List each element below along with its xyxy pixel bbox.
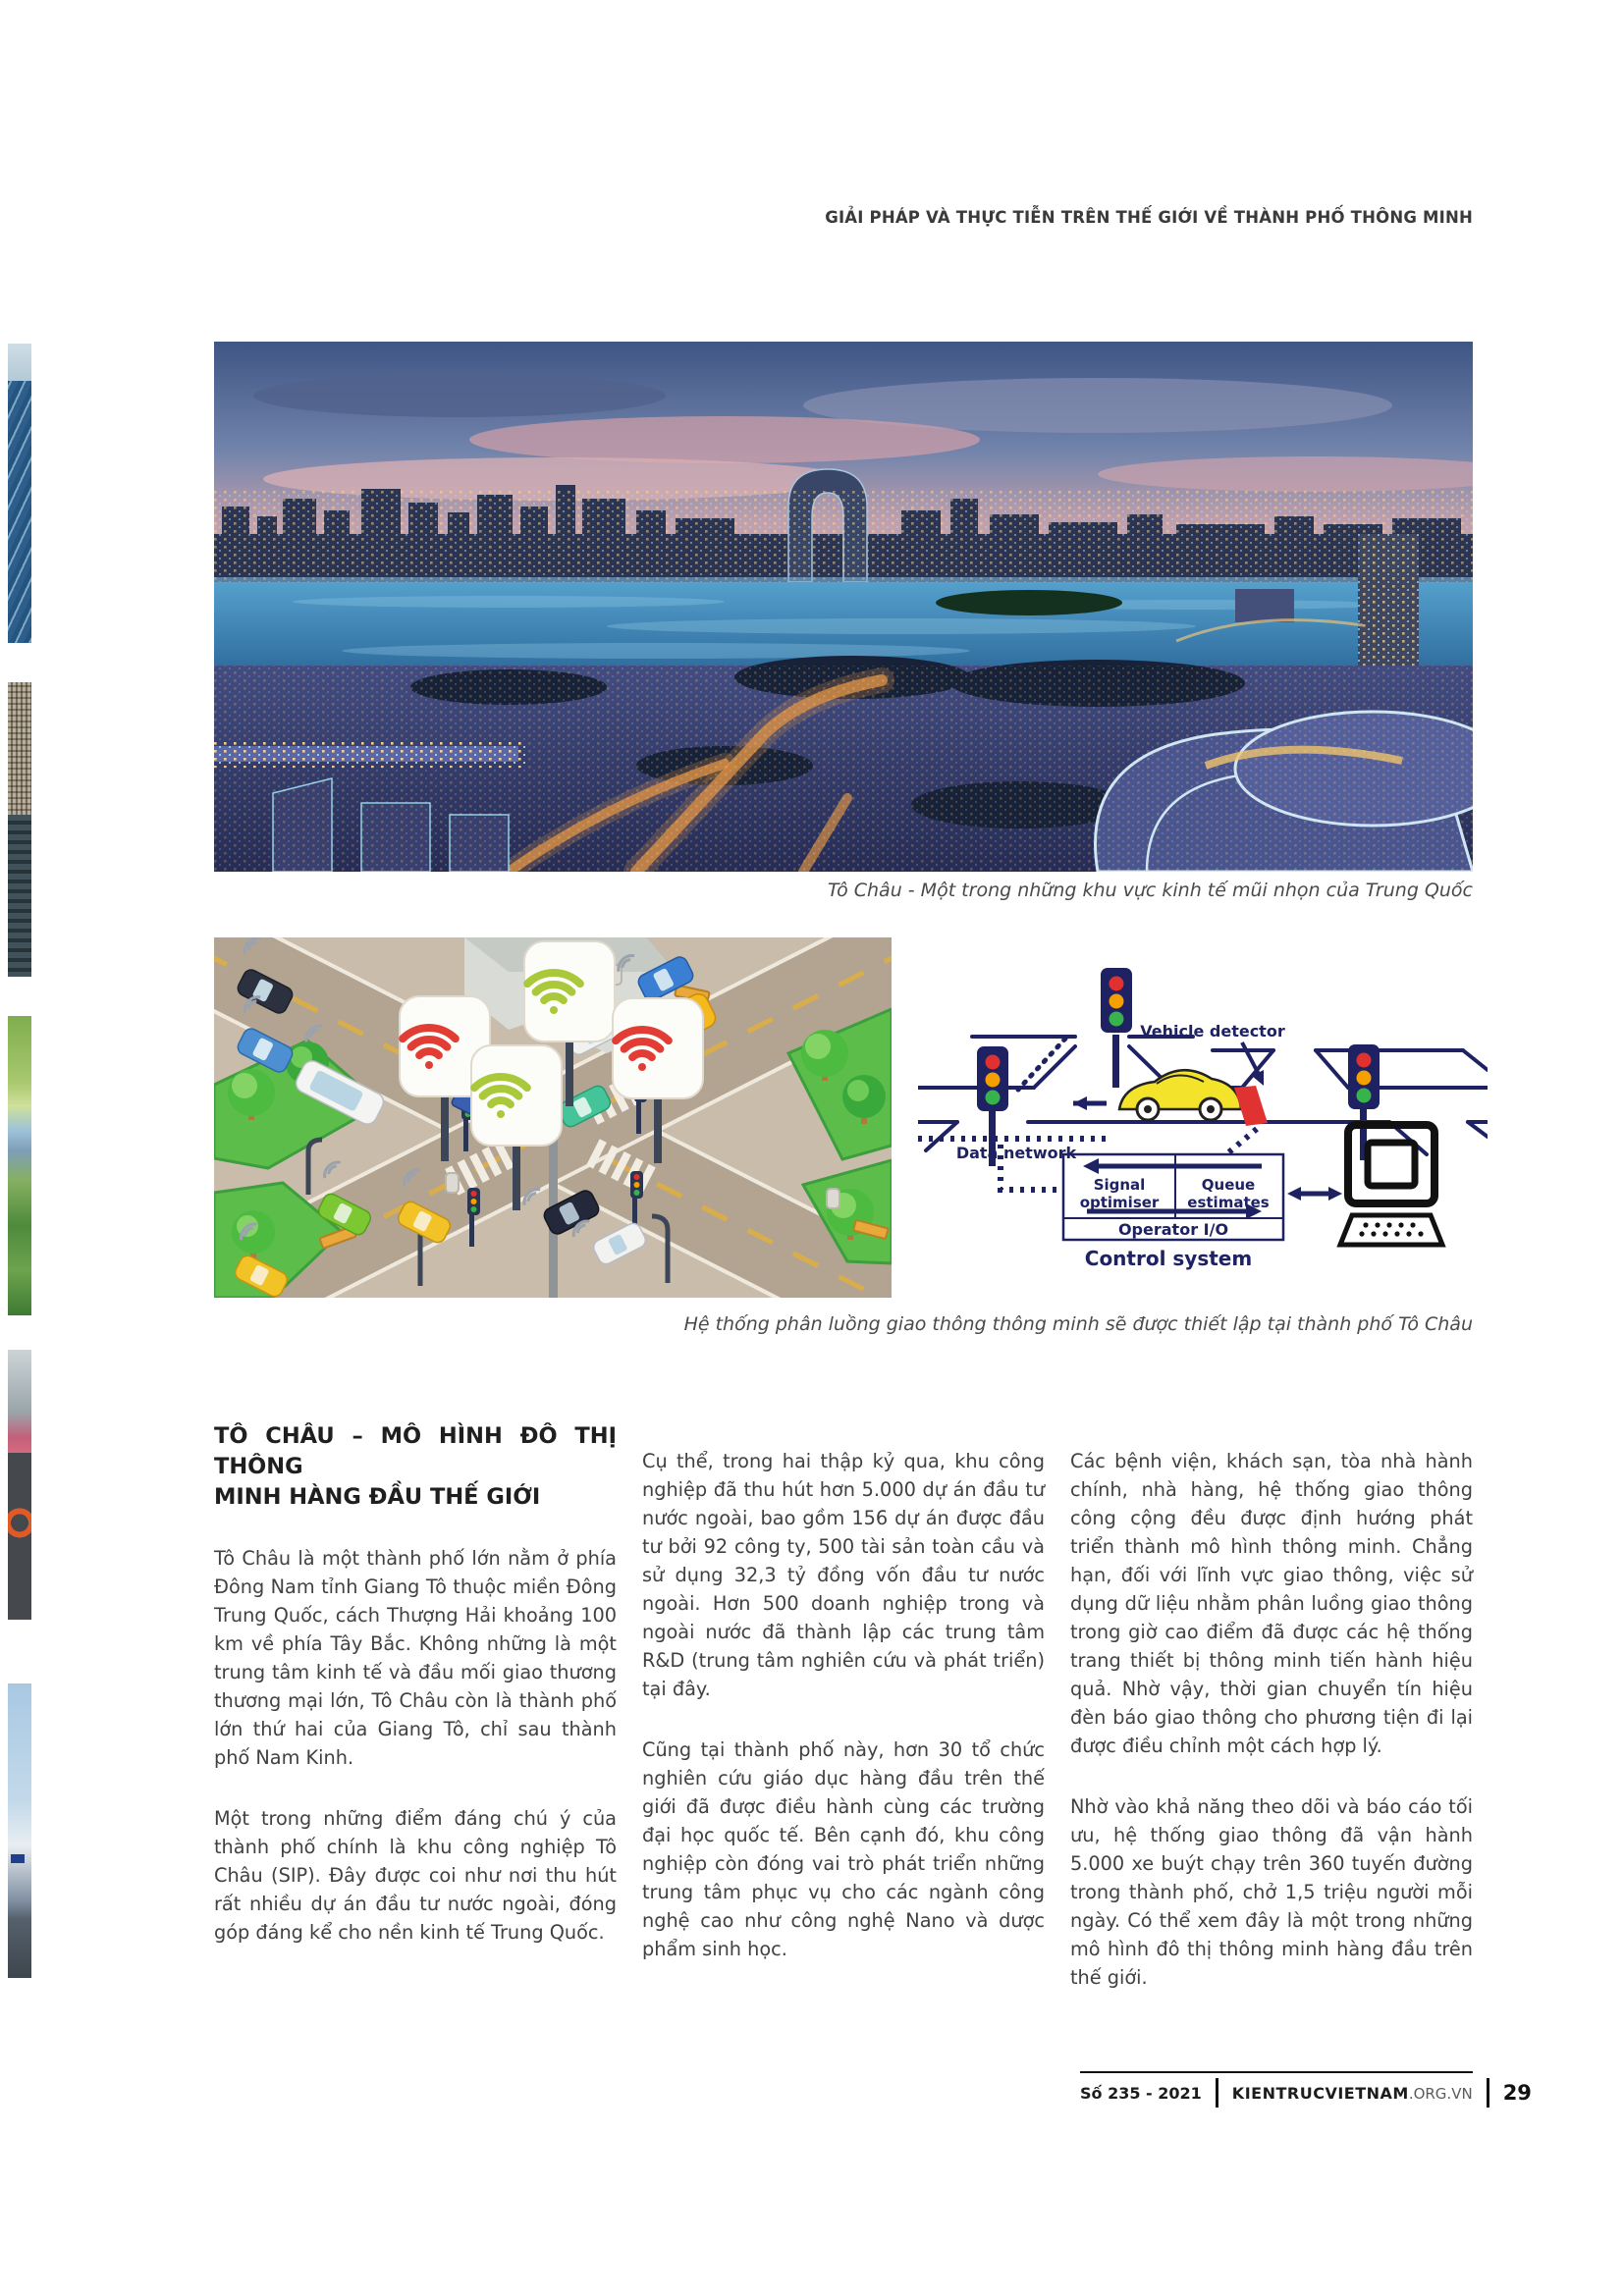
page-header: GIẢI PHÁP VÀ THỰC TIỄN TRÊN THẾ GIỚI VỀ THÀNH PHỐ THÔNG MINH bbox=[825, 208, 1473, 227]
vehicle-detector-label: Vehicle detector bbox=[1140, 1022, 1285, 1041]
issue-number: Số 235 - 2021 bbox=[1080, 2083, 1202, 2103]
smart-intersection-illustration bbox=[214, 937, 892, 1298]
direction-arrow bbox=[1073, 1096, 1107, 1110]
riverside-landscape-thumbnail bbox=[8, 1016, 31, 1315]
suzhou-cityscape-photo bbox=[214, 342, 1473, 872]
footer-divider bbox=[1216, 2078, 1218, 2108]
data-network-label: Data network bbox=[955, 1144, 1077, 1162]
io-double-arrow bbox=[1287, 1187, 1342, 1201]
svg-text:optimiser: optimiser bbox=[1079, 1194, 1160, 1211]
road-marking-thumbnail bbox=[8, 1350, 31, 1620]
page-footer bbox=[1080, 2071, 1532, 2108]
article-column-2 bbox=[642, 1421, 1045, 2024]
article-body bbox=[214, 1421, 1473, 2024]
queue-estimates-label: Queue bbox=[1201, 1176, 1256, 1194]
solar-panel-thumbnail bbox=[8, 344, 31, 643]
paragraph: Cụ thể, trong hai thập kỷ qua, khu công nghiệp đã thu hút hơn 5.000 dự án đầu tư nước ngoài, bao gồm 156 dự án được đầu tư bởi 92 công ty, 500 tài sản toàn cầu và sử dụng 32,3 tỷ đồng vốn đầu tư nước ngoài. Hơn 500 doanh nghiệp trong và ngoài nước đã thành lập các trung tâm R&D (trung tâm nghiên cứu và phát triển) tại đây. bbox=[642, 1450, 1045, 1700]
paragraph: Tô Châu là một thành phố lớn nằm ở phía Đông Nam tỉnh Giang Tô thuộc miền Đông Trung Quốc, cách Thượng Hải khoảng 100 km về phía Tây Bắc. Không những là một trung tâm kinh tế và đầu mối giao thương thương mại lớn, Tô Châu còn là thành phố lớn thứ hai của Giang Tô, chỉ sau thành phố Nam Kinh. bbox=[214, 1547, 617, 1769]
hero-photo-caption: Tô Châu - Một trong những khu vực kinh tế mũi nhọn của Trung Quốc bbox=[827, 880, 1473, 901]
svg-text:estimates: estimates bbox=[1187, 1194, 1270, 1211]
illustration-caption: Hệ thống phân luồng giao thông thông minh sẽ được thiết lập tại thành phố Tô Châu bbox=[683, 1313, 1473, 1335]
footer-divider bbox=[1487, 2078, 1489, 2108]
article-column-1 bbox=[214, 1421, 617, 2024]
paragraph: Một trong những điểm đáng chú ý của thành phố chính là khu công nghiệp Tô Châu (SIP). Đây được coi như nơi thu hút rất nhiều dự án đầu tư nước ngoài, đóng góp đáng kể cho nền kinh tế Trung Quốc. bbox=[214, 1807, 617, 1944]
article-title: TÔ CHÂU – MÔ HÌNH ĐÔ THỊ THÔNG MINH HÀNG ĐẦU THẾ GIỚI bbox=[214, 1423, 617, 1510]
paragraph: Các bệnh viện, khách sạn, tòa nhà hành chính, nhà hàng, hệ thống giao thông công cộng đều được định hướng phát triển thành mô hình thông minh. Chẳng hạn, đối với lĩnh vực giao thông, việc sử dụng dữ liệu nhằm phân luồng giao thông trong giờ cao điểm đã được các hệ thống trang thiết bị thông minh tiến hành hiệu quả. Nhờ vậy, thời gian chuyển tín hiệu đèn báo giao thông cho phương tiện đi lại được điều chỉnh một cách hợp lý. bbox=[1070, 1450, 1473, 1757]
cityscape-illustration bbox=[214, 342, 1473, 872]
computer-icon bbox=[1340, 1125, 1442, 1245]
traffic-control-diagram bbox=[918, 940, 1488, 1284]
building-facade-thumbnail bbox=[8, 682, 31, 977]
control-system-box bbox=[1063, 1154, 1283, 1240]
article-column-3 bbox=[1070, 1421, 1473, 2024]
car-icon bbox=[1119, 1070, 1241, 1120]
page-number: 29 bbox=[1502, 2081, 1532, 2105]
site-url: KIENTRUCVIETNAM.ORG.VN bbox=[1231, 2083, 1473, 2103]
operator-io-label: Operator I/O bbox=[1117, 1220, 1229, 1239]
paragraph: Nhờ vào khả năng theo dõi và báo cáo tối ưu, hệ thống giao thông đã vận hành 5.000 xe buýt chạy trên 360 tuyến đường trong thành phố, chở 1,5 triệu người mỗi ngày. Có thể xem đây là một trong những mô hình đô thị thông minh hàng đầu trên thế giới. bbox=[1070, 1795, 1473, 1989]
highway-sign-thumbnail bbox=[8, 1683, 31, 1978]
paragraph: Cũng tại thành phố này, hơn 30 tổ chức nghiên cứu giáo dục hàng đầu trên thế giới đã được điều hành cùng các trường đại học quốc tế. Bên cạnh đó, khu công nghiệp còn đóng vai trò phát triển những trung tâm phục vụ cho các ngành công nghệ cao như công nghệ Nano và dược phẩm sinh học. bbox=[642, 1738, 1045, 1960]
control-system-label: Control system bbox=[1084, 1247, 1253, 1270]
signal-optimiser-label: Signal bbox=[1093, 1176, 1146, 1194]
